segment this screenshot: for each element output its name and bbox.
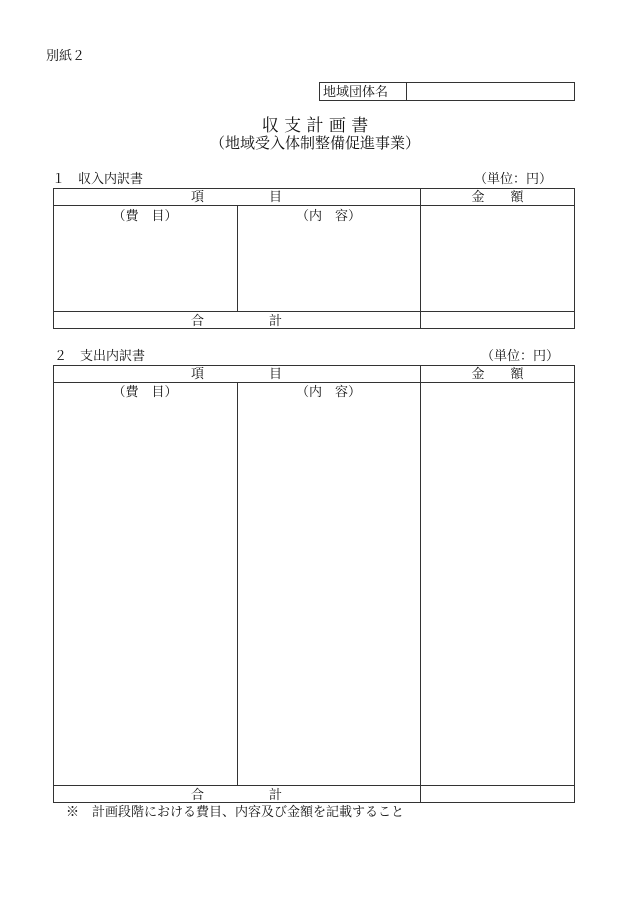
- income-heading: １ 収入内訳書: [52, 172, 144, 187]
- expense-total-label: 合 計: [190, 788, 282, 803]
- footnote: ※ 計画段階における費目、内容及び金額を記載すること: [66, 805, 405, 820]
- org-name-field[interactable]: [410, 86, 570, 99]
- income-sub-expense: （費 目）: [112, 209, 178, 224]
- expense-table: [53, 365, 575, 803]
- expense-heading: ２ 支出内訳書: [54, 349, 146, 364]
- income-col-item: 項 目: [190, 190, 282, 205]
- expense-content-divider: [237, 382, 238, 785]
- expense-total-line: [53, 785, 575, 786]
- expense-col-item: 項 目: [190, 367, 282, 382]
- income-unit: （単位：円）: [474, 172, 553, 187]
- org-name-divider: [406, 82, 407, 101]
- income-sub-content: （内 容）: [295, 209, 361, 224]
- page-title: 収 支 計 画 書: [261, 116, 369, 136]
- income-header-line: [53, 205, 575, 206]
- page-subtitle: （地域受入体制整備促進事業）: [209, 134, 420, 152]
- expense-header-line: [53, 382, 575, 383]
- income-total-label: 合 計: [190, 314, 282, 329]
- income-total-line: [53, 311, 575, 312]
- income-col-amount: 金 額: [471, 190, 524, 205]
- org-name-label: 地域団体名: [323, 85, 389, 100]
- expense-sub-content: （内 容）: [295, 385, 361, 400]
- expense-unit: （単位：円）: [481, 349, 560, 364]
- expense-sub-expense: （費 目）: [112, 385, 178, 400]
- income-amount-divider: [420, 188, 421, 329]
- attachment-label: 別紙２: [46, 49, 86, 64]
- expense-col-amount: 金 額: [471, 367, 524, 382]
- expense-amount-divider: [420, 365, 421, 803]
